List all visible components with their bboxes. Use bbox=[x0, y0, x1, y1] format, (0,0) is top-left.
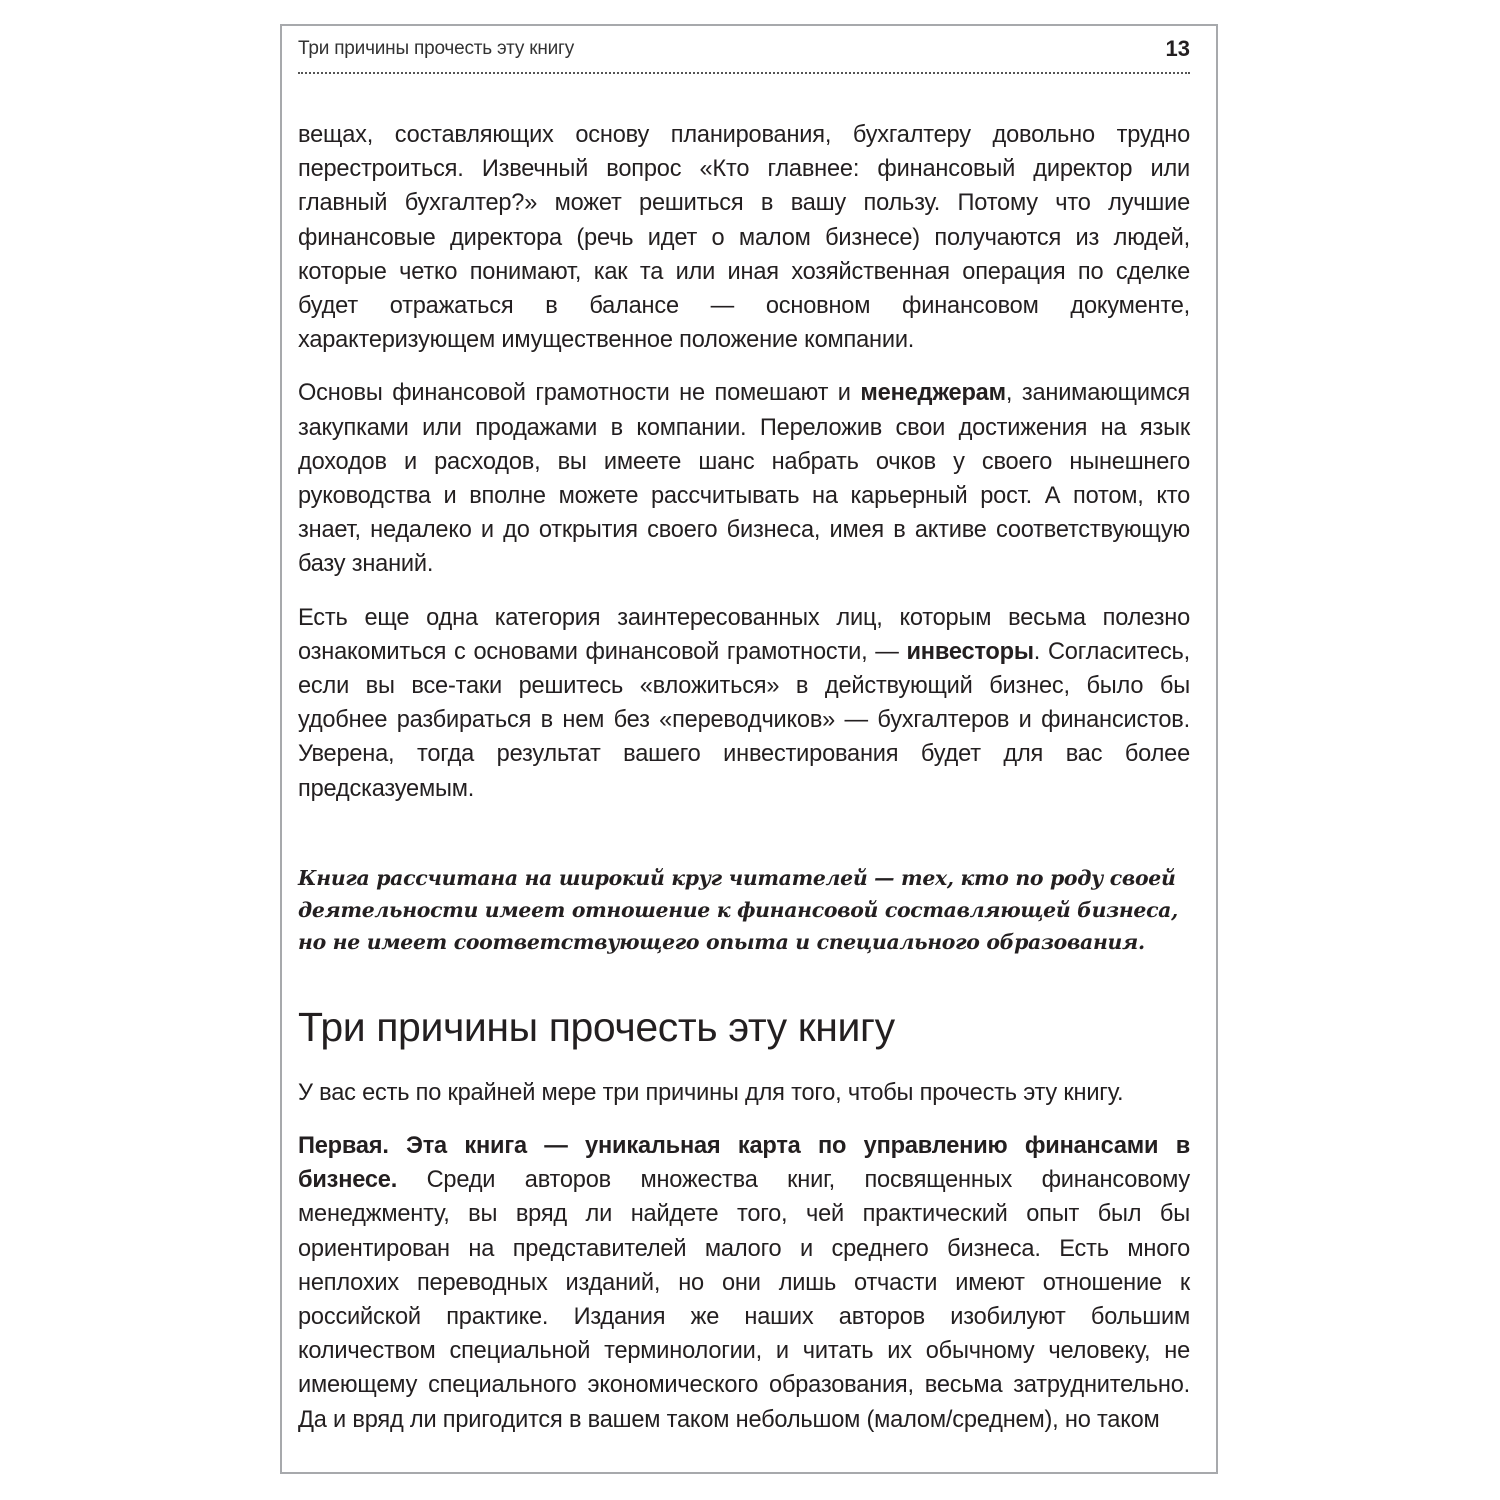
running-title: Три причины прочесть эту книгу bbox=[298, 38, 575, 59]
paragraph-text: , занимающимся закупками или продажами в компании. Переложив свои достижения на язык доходов и расходов, вы имеете шанс набрать очков у своего нынешнего руководства и вполне можете рассчитывать на карьерный рост. А потом, кто знает, недалеко и до открытия своего бизнеса, имея в активе соответствующую базу знаний. bbox=[298, 380, 1190, 578]
paragraph-text: Есть еще одна категория заинтересованных лиц, которым весьма полезно ознакомиться с основами финансовой грамотности, — bbox=[298, 604, 1190, 665]
paragraph-text: Основы финансовой грамотности не помешают и bbox=[298, 380, 861, 407]
book-page bbox=[280, 24, 1218, 1474]
emphasis-investors: инвесторы bbox=[906, 638, 1034, 665]
paragraph-first-reason bbox=[298, 1129, 1190, 1437]
paragraph-planning bbox=[298, 118, 1190, 357]
page-content bbox=[298, 118, 1190, 1437]
audience-callout: Книга рассчитана на широкий круг читателей — тех, кто по роду своей деятельности имеет отношение к финансовой составляющей бизнеса, но не имеет соответствующего опыта и специального образования. bbox=[298, 865, 1178, 954]
paragraph-text: . Согласитесь, если вы все-таки решитесь «вложиться» в действующий бизнес, было бы удобнее разбираться в нем без «переводчиков» — бухгалтеров и финансистов. Уверена, тогда результат вашего инвестирования будет для вас более предсказуемым. bbox=[298, 638, 1190, 802]
running-header bbox=[298, 36, 1190, 74]
paragraph-managers bbox=[298, 376, 1190, 581]
paragraph-text: Среди авторов множества книг, посвященных финансовому менеджменту, вы вряд ли найдете того, чей практический опыт был бы ориентирован на представителей малого и среднего бизнеса. Есть много неплохих переводных изданий, но они лишь отчасти имеют отношение к российской практике. Издания же наших авторов изобилуют большим количеством специальной терминологии, и читать их обычному человеку, не имеющему специального экономического образования, весьма затруднительно. Да и вряд ли пригодится в вашем таком небольшом (малом/среднем), но таком bbox=[298, 1167, 1190, 1433]
first-reason-lead: Первая. Эта книга — уникальная карта по управлению финансами в бизнесе. bbox=[298, 1133, 1190, 1194]
section-intro: У вас есть по крайней мере три причины для того, чтобы прочесть эту книгу. bbox=[298, 1079, 1124, 1106]
paragraph-text: вещах, составляющих основу планирования, бухгалтеру довольно трудно перестроиться. Извечный вопрос «Кто главнее: финансовый директор или главный бухгалтер?» может решиться в вашу пользу. Потому что лучшие финансовые директора (речь идет о малом бизнесе) получаются из людей, которые четко понимают, как та или иная хозяйственная операция по сделке будет отражаться в балансе — основном финансовом документе, характеризующем имущественное положение компании. bbox=[298, 122, 1190, 354]
section-heading: Три причины прочесть эту книгу bbox=[298, 1003, 895, 1050]
page-number: 13 bbox=[1165, 36, 1190, 61]
emphasis-managers: менеджерам bbox=[860, 380, 1006, 407]
paragraph-investors bbox=[298, 601, 1190, 806]
